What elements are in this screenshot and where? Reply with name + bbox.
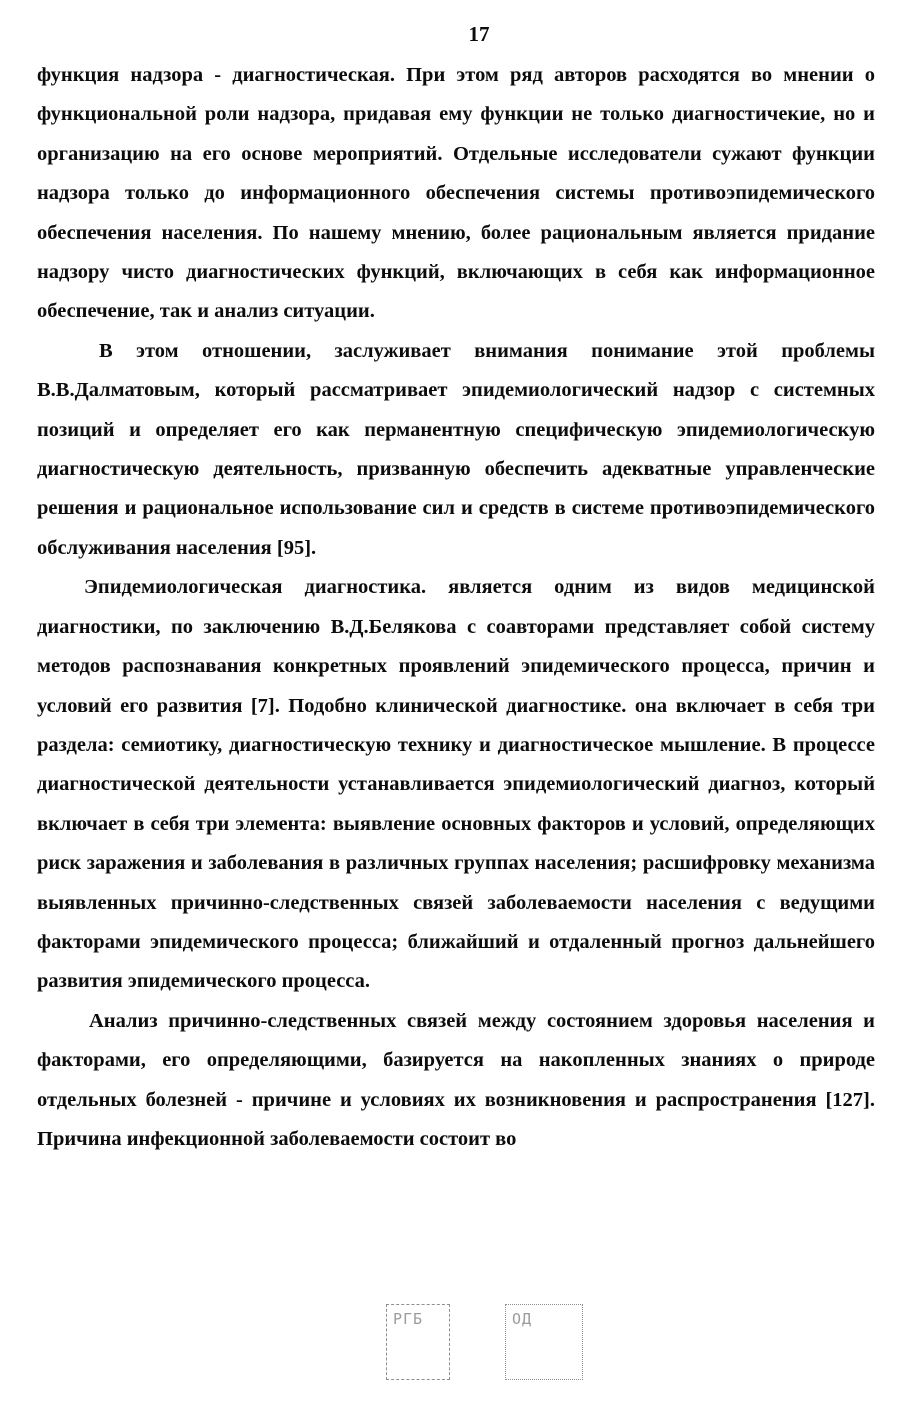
library-stamp-left: РГБ bbox=[386, 1304, 450, 1380]
body-text bbox=[37, 56, 875, 1159]
paragraph-3: Эпидемиологическая диагностика. является одним из видов медицинской диагностики, по заключению В.Д.Белякова с соавторами представляет собой систему методов распознавания конкретных проявлений эпидемического процесса, причин и условий его развития [7]. Подобно клинической диагностике. она включает в себя три раздела: семиотику, диагностическую технику и диагностическое мышление. В процессе диагностической деятельности устанавливается эпидемиологический диагноз, который включает в себя три элемента: выявление основных факторов и условий, определяющих риск заражения и заболевания в различных группах населения; расшифровку механизма выявленных причинно-следственных связей заболеваемости населения с ведущими факторами эпидемического процесса; ближайший и отдаленный прогноз дальнейшего развития эпидемического процесса. bbox=[37, 576, 875, 993]
paragraph-2: В этом отношении, заслуживает внимания понимание этой проблемы В.В.Далматовым, который рассматривает эпидемиологический надзор с системных позиций и определяет его как перманентную специфическую эпидемиологическую диагностическую деятельность, призванную обеспечить адекватные управленческие решения и рациональное использование сил и средств в системе противоэпидемического обслуживания населения [95]. bbox=[37, 339, 875, 559]
library-stamp-right: ОД bbox=[505, 1304, 583, 1380]
page-number: 17 bbox=[468, 22, 490, 46]
paragraph-4: Анализ причинно-следственных связей между состоянием здоровья населения и факторами, его определяющими, базируется на накопленных знаниях о природе отдельных болезней - причине и условиях их возникновения и распространения [127]. Причина инфекционной заболеваемости состоит во bbox=[37, 1009, 875, 1150]
paragraph-1: функция надзора - диагностическая. При этом ряд авторов расходятся во мнении о функциональной роли надзора, придавая ему функции не только диагностичекие, но и организацию на его основе мероприятий. Отдельные исследователи сужают функции надзора только до информационного обеспечения системы противоэпидемического обеспечения населения. По нашему мнению, более рациональным является придание надзору чисто диагностических функций, включающих в себя как информационное обеспечение, так и анализ ситуации. bbox=[37, 64, 875, 323]
